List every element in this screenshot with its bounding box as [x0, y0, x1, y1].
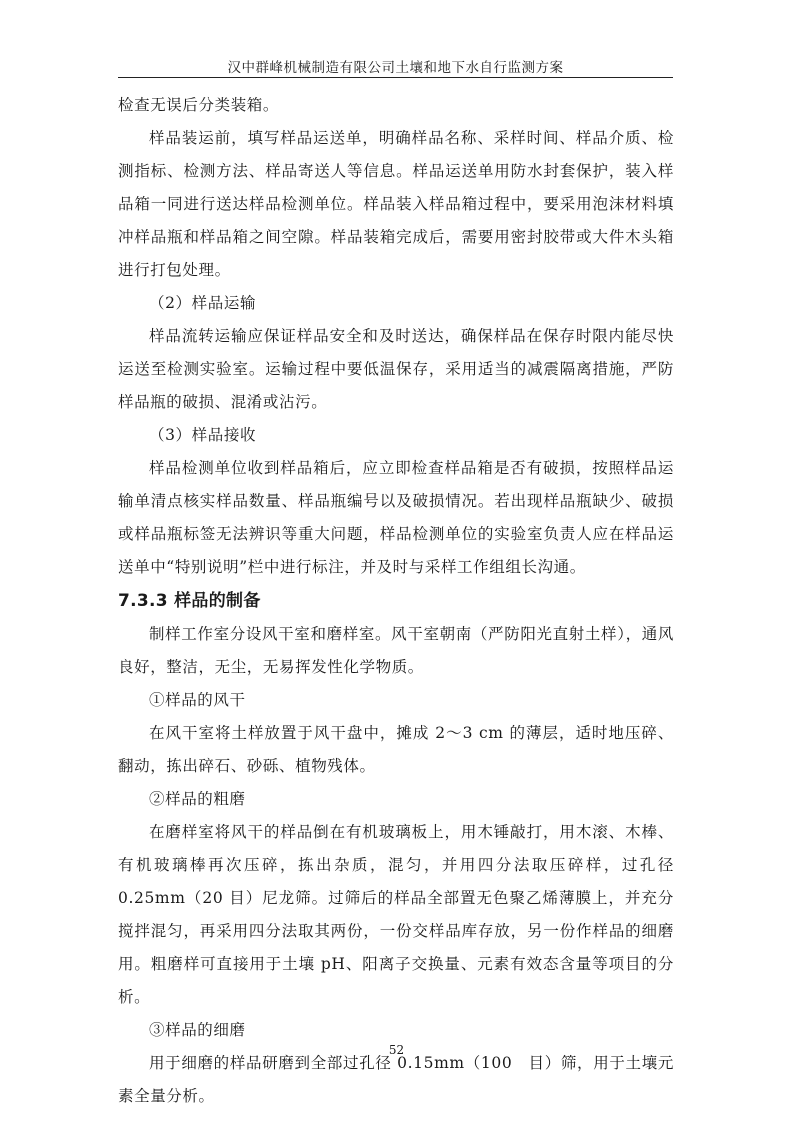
section-heading-sample-preparation: 7.3.3 样品的制备 — [118, 591, 261, 611]
paragraph-prep-rooms: 制样工作室分设风干室和磨样室。风干室朝南（严防阳光直射土样），通风良好，整洁，无尘，无易挥发性化学物质。 — [118, 625, 674, 676]
subheading-air-drying: ①样品的风干 — [149, 691, 246, 709]
paragraph-packing-end: 检查无误后分类装箱。 — [118, 96, 280, 114]
paragraph-air-drying: 在风干室将土样放置于风干盘中，摊成 2～3 cm 的薄层，适时地压碎、翻动，拣出碎石、砂砾、植物残体。 — [118, 724, 674, 775]
header-divider — [118, 77, 673, 78]
document-body — [118, 89, 674, 1113]
subheading-sample-transport: （2）样品运输 — [149, 294, 257, 312]
document-header-title: 汉中群峰机械制造有限公司土壤和地下水自行监测方案 — [227, 60, 564, 76]
paragraph-sample-receipt: 样品检测单位收到样品箱后，应立即检查样品箱是否有破损，按照样品运输单清点核实样品数量、样品瓶编号以及破损情况。若出现样品瓶缺少、破损或样品瓶标签无法辨识等重大问题，样品检测单位的实验室负责人应在样品运送单中“特别说明”栏中进行标注，并及时与采样工作组组长沟通。 — [118, 459, 674, 576]
paragraph-coarse-grinding: 在磨样室将风干的样品倒在有机玻璃板上，用木锤敲打，用木滚、木棒、有机玻璃棒再次压碎，拣出杂质，混匀，并用四分法取压碎样，过孔径 0.25mm（20 目）尼龙筛。过筛后的样品全部置无色聚乙烯薄膜上，并充分搅拌混匀，再采用四分法取其两份，一份交样品库存放，另一份作样品的细磨用。粗磨样可直接用于土壤 pH、阳离子交换量、元素有效态含量等项目的分析。 — [118, 823, 674, 1006]
paragraph-fine-grinding: 用于细磨的样品研磨到全部过孔径 0.15mm（100 目）筛，用于土壤元素全量分析。 — [118, 1054, 674, 1105]
subheading-coarse-grinding: ②样品的粗磨 — [149, 790, 246, 808]
subheading-fine-grinding: ③样品的细磨 — [149, 1021, 246, 1039]
paragraph-sample-transport: 样品流转运输应保证样品安全和及时送达，确保样品在保存时限内能尽快运送至检测实验室。运输过程中要低温保存，采用适当的减震隔离措施，严防样品瓶的破损、混淆或沾污。 — [118, 327, 674, 411]
subheading-sample-receipt: （3）样品接收 — [149, 426, 257, 444]
page-number: 52 — [388, 1043, 405, 1057]
paragraph-shipping-form: 样品装运前，填写样品运送单，明确样品名称、采样时间、样品介质、检测指标、检测方法、样品寄送人等信息。样品运送单用防水封套保护，装入样品箱一同进行送达样品检测单位。样品装入样品箱过程中，要采用泡沫材料填冲样品瓶和样品箱之间空隙。样品装箱完成后，需要用密封胶带或大件木头箱进行打包处理。 — [118, 129, 674, 279]
